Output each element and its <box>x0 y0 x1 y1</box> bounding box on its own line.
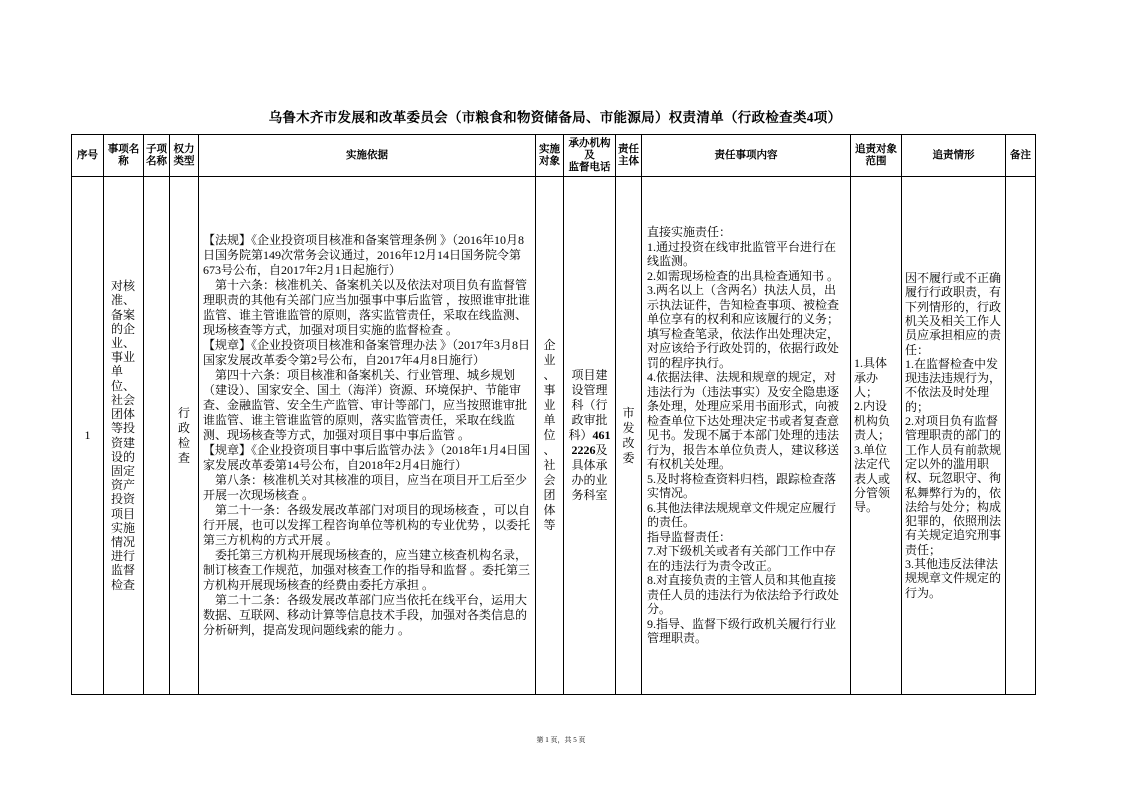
scope-cell <box>851 177 902 695</box>
header-label: 类型 <box>173 155 195 167</box>
duties-item: 5.及时将检查资料归档，跟踪检查落实情况。 <box>647 471 837 501</box>
header-label: 主体 <box>618 155 639 167</box>
scope-item: 1.具体承办人； <box>854 356 888 400</box>
header-label: 序号 <box>77 149 98 161</box>
org-suffix: 及具体承办的业务科室 <box>571 443 608 502</box>
header-label: 称 <box>118 155 129 167</box>
basis-paragraph: 第八条：核准机关对其核准的项目，应当在项目开工后至少开展一次现场核查 。 <box>203 473 528 502</box>
header-subject <box>616 135 642 177</box>
basis-paragraph: 第四十六条：项目核准和备案机关、行业管理、城乡规划（建设）、国家安全、国土（海洋）资源、环境保护、节能审查、金融监管、安全生产监管、审计等部门，应当按照谁审批谁监管、谁主管谁监管的原则，落实监管责任，采取在线监测、现场核查等方式，加强对项目事中事后监管 。 <box>203 368 528 442</box>
header-remark <box>1006 135 1036 177</box>
remark-cell <box>1006 177 1036 695</box>
duties-item: 6.其他法律法规规章文件规定应履行的责任。 <box>647 500 837 530</box>
header-label: 子项 <box>146 143 167 155</box>
header-label: 权力 <box>173 143 195 155</box>
duties-heading: 指导监督责任： <box>647 529 732 544</box>
org-phone: 4612226 <box>571 428 611 457</box>
header-label: 追责情形 <box>932 149 975 161</box>
page-footer: 第 1 页，共 5 页 <box>536 736 586 744</box>
duties-heading: 直接实施责任： <box>647 225 732 240</box>
duties-cell <box>642 177 851 695</box>
header-label: 责任事项内容 <box>714 149 778 161</box>
header-label: 范围 <box>865 155 887 167</box>
table-header-row <box>72 135 1036 177</box>
org-cell <box>564 177 616 695</box>
cases-item: 2.对项目负有监督管理职责的部门的工作人员有前款规定以外的滥用职权、玩忽职守、徇私舞弊行为的，依法给与处分；构成犯罪的，依照刑法有关规定追究刑事责任； <box>905 414 1002 557</box>
scope-item: 3.单位法定代表人或分管领导。 <box>854 442 891 515</box>
responsibility-table <box>71 134 1036 695</box>
basis-paragraph: 【规章】《企业投资项目核准和备案管理办法 》（2017年3月8日国家发展改革委令第2号公布，自2017年4月8日施行） <box>203 338 531 367</box>
basis-paragraph: 【规章】《企业投资项目事中事后监管办法 》（2018年1月4日国家发展改革委第14号公布，自2018年2月4日施行） <box>203 443 531 472</box>
cases-cell <box>902 177 1006 695</box>
duties-item: 4.依据法律、法规和规章的规定，对违法行为（违法事实）及安全隐患逐条处理，处理应采用书面形式，向被检查单位下达处理决定书或者复查意见书。发现不属于本部门处理的违法行为，报告本单位负责人，建议移送有权机关处理。 <box>647 370 840 472</box>
item-name-cell: 对核准、备案的企业、事业单位、社会团体等投资建设的固定资产投资项目实施情况进行监督检查 <box>104 177 144 695</box>
header-target <box>536 135 564 177</box>
header-label: 承办机构 <box>568 137 611 149</box>
header-label: 备注 <box>1010 149 1031 161</box>
header-duties <box>642 135 851 177</box>
duties-item: 7.对下级机关或者有关部门工作中存在的违法行为责令改正。 <box>647 544 837 573</box>
power-type-cell: 行政检查 <box>170 177 199 695</box>
header-label: 追责对象 <box>855 143 897 155</box>
cases-item: 1.在监督检查中发现违法违规行为，不依法及时处理的； <box>905 356 1002 414</box>
cases-item: 3.其他违反法律法规规章文件规定的行为。 <box>905 557 1002 600</box>
duties-item: 8.对直接负责的主管人员和其他直接责任人员的违法行为依法给予行政处分。 <box>647 573 840 617</box>
duties-item: 3.两名以上（含两名）执法人员，出示执法证件，告知检查事项、被检查单位享有的权利和应该履行的义务；填写检查笔录，依法作出处理决定，对应该给予行政处罚的，依据行政处罚的程序执行。 <box>647 283 840 370</box>
header-label: 责任 <box>618 143 639 155</box>
row-index: 1 <box>72 177 104 695</box>
subject-cell: 市发改委 <box>616 177 642 695</box>
header-index <box>72 135 104 177</box>
header-item-name <box>104 135 144 177</box>
header-label: 实施 <box>539 143 560 155</box>
duties-item: 2.如需现场检查的出具检查通知书 。 <box>647 268 840 283</box>
header-label: 及 <box>584 149 595 161</box>
header-cases <box>902 135 1006 177</box>
header-label: 名称 <box>146 155 167 167</box>
header-label: 对象 <box>539 155 560 167</box>
header-power-type <box>170 135 199 177</box>
table-row <box>72 177 1036 695</box>
basis-paragraph: 第二十二条：各级发展改革部门应当依托在线平台，运用大数据、互联网、移动计算等信息技术手段，加强对各类信息的分析研判，提高发现问题线索的能力 。 <box>203 593 528 637</box>
scope-item: 2.内设机构负责人； <box>854 399 891 443</box>
basis-paragraph: 委托第三方机构开展现场核查的，应当建立核查机构名录，制订核查工作规范，加强对核查工作的指导和监督 。委托第三方机构开展现场核查的经费由委托方承担 。 <box>203 548 531 592</box>
header-label: 实施依据 <box>346 149 388 161</box>
header-label: 事项名 <box>107 143 140 155</box>
header-org <box>564 135 616 177</box>
duties-item: 9.指导、监督下级行政机关履行行业管理职责。 <box>647 616 837 646</box>
org-name: 项目建设管理科（行政审批科） <box>568 368 608 442</box>
header-basis <box>199 135 536 177</box>
basis-paragraph: 【法规】《企业投资项目核准和备案管理条例 》（2016年10月8日国务院第149次常务会议通过，2016年12月14日国务院令第673号公布，自2017年2月1日起施行） <box>203 233 525 277</box>
duties-item: 1.通过投资在线审批监管平台进行在线监测。 <box>647 239 837 269</box>
basis-paragraph: 第十六条：核准机关、备案机关以及依法对项目负有监督管理职责的其他有关部门应当加强事中事后监管 ，按照谁审批谁监管、谁主管谁监管的原则，落实监管责任，采取在线监测、现场核查等方式，加强对项目实施的监督检查 。 <box>203 278 531 337</box>
sub-item-cell <box>144 177 170 695</box>
document-title: 乌鲁木齐市发展和改革委员会（市粮食和物资储备局、市能源局）权责清单（行政检查类4项） <box>268 110 842 125</box>
basis-cell <box>199 177 536 695</box>
header-scope <box>851 135 902 177</box>
cases-intro: 因不履行或不正确履行行政职责，有下列情形的，行政机关及相关工作人员应承担相应的责任： <box>905 271 1002 357</box>
target-cell: 企业、事业单位、社会团体等 <box>536 177 564 695</box>
header-label: 监督电话 <box>568 161 611 173</box>
basis-paragraph: 第二十一条：各级发展改革部门对项目的现场核查 ，可以自行开展，也可以发挥工程咨询单位等机构的专业优势 ，以委托第三方机构的方式开展 。 <box>203 503 531 547</box>
header-sub-item <box>144 135 170 177</box>
